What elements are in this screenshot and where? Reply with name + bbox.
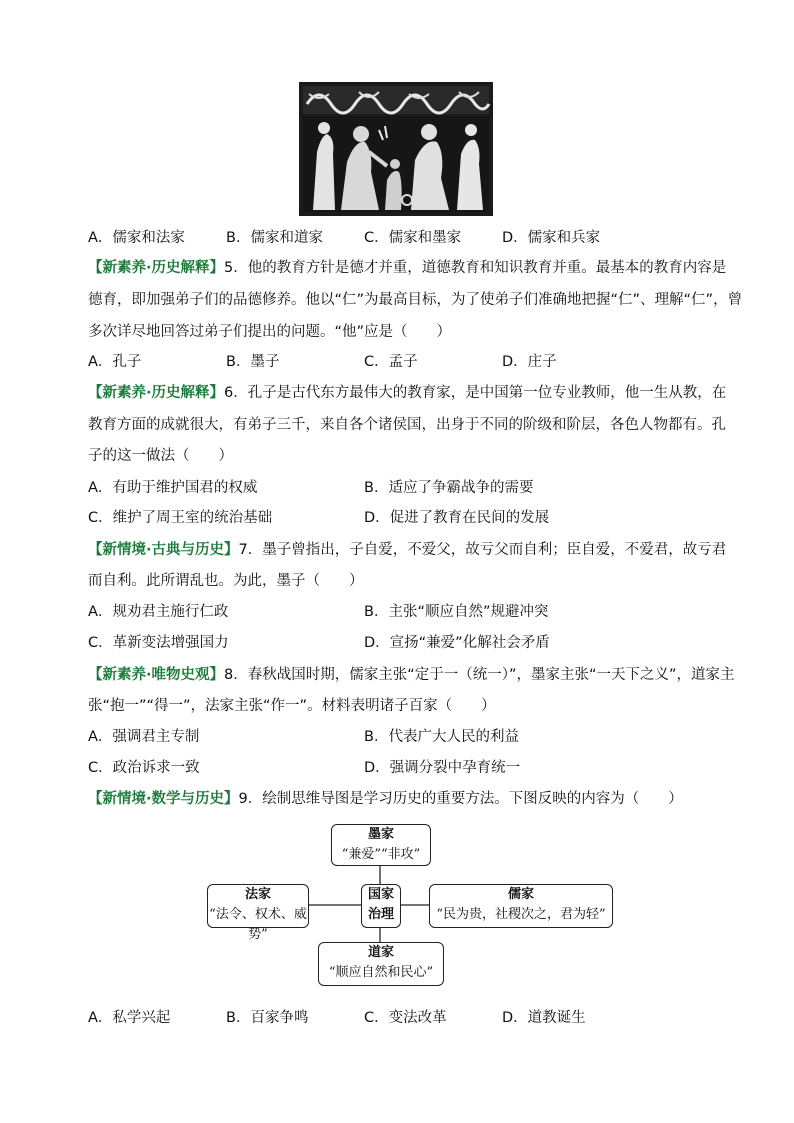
- daojia-text: “顺应自然和民心”: [328, 965, 434, 980]
- q8-text-1: 8．春秋战国时期，儒家主张“定于一（统一）”，墨家主张“一天下之义”，道家主: [224, 667, 735, 683]
- mindmap-node-rujia: [429, 884, 613, 928]
- rujia-text: “民为贵，社稷次之，君为轻”: [436, 907, 606, 922]
- q5-option-c: C．孟子: [364, 354, 418, 370]
- q8-option-b: B．代表广大人民的利益: [364, 729, 519, 745]
- q8-tag: 【新素养·唯物史观】: [88, 667, 225, 683]
- q6-option-b: B．适应了争霸战争的需要: [364, 480, 534, 496]
- q8-line-2: 张“抱一”“得一”，法家主张“作一”。材料表明诸子百家（ ）: [88, 698, 496, 714]
- q5-option-a: A．孔子: [88, 354, 142, 370]
- q9-option-a: A．私学兴起: [88, 1010, 171, 1026]
- q5-tag: 【新素养·历史解释】: [88, 260, 225, 276]
- q5-line-3: 多次详尽地回答过弟子们提出的问题。“他”应是（ ）: [88, 324, 452, 340]
- q9-option-c: C．变法改革: [364, 1010, 447, 1026]
- q7-line-1: [88, 540, 726, 560]
- q5-option-d: D．庄子: [502, 354, 557, 370]
- q4-option-c: C．儒家和墨家: [364, 230, 462, 246]
- q4-option-a: A．儒家和法家: [88, 230, 185, 246]
- mindmap-node-daojia: [318, 942, 444, 986]
- q8-option-d: D．强调分裂中孕育统一: [364, 760, 521, 776]
- mindmap-node-fajia: [207, 884, 309, 942]
- q4-option-d: D．儒家和兵家: [502, 230, 601, 246]
- q7-text-1: 7．墨子曾指出，子自爱，不爱父，故亏父而自利；臣自爱，不爱君，故亏君: [238, 542, 727, 558]
- mojia-title: 墨家: [367, 827, 394, 842]
- q8-option-a: A．强调君主专制: [88, 729, 200, 745]
- q7-option-c: C．革新变法增强国力: [88, 635, 229, 651]
- rujia-title: 儒家: [507, 887, 534, 902]
- q5-option-b: B．墨子: [226, 354, 280, 370]
- mindmap-node-mojia: [331, 824, 431, 866]
- q7-option-d: D．宣扬“兼爱”化解社会矛盾: [364, 635, 550, 651]
- q9-text-1: 9．绘制思维导图是学习历史的重要方法。下图反映的内容为（ ）: [238, 791, 683, 807]
- q7-tag: 【新情境·古典与历史】: [88, 542, 239, 558]
- center-line-1: 国家: [367, 887, 394, 902]
- q6-line-3: 子的这一做法（ ）: [88, 448, 233, 464]
- daojia-title: 道家: [367, 945, 394, 960]
- q7-option-b: B．主张“顺应自然”规避冲突: [364, 604, 549, 620]
- q7-option-a: A．规劝君主施行仁政: [88, 604, 229, 620]
- q9-tag: 【新情境·数学与历史】: [88, 791, 239, 807]
- q6-option-d: D．促进了教育在民间的发展: [364, 510, 550, 526]
- mindmap-node-center: [361, 884, 401, 928]
- q5-text-1: 5．他的教育方针是德才并重，道德教育和知识教育并重。最基本的教育内容是: [224, 260, 727, 276]
- q8-line-1: [88, 665, 735, 685]
- q6-option-c: C．维护了周王室的统治基础: [88, 510, 273, 526]
- q6-tag: 【新素养·历史解释】: [88, 385, 225, 401]
- q6-option-a: A．有助于维护国君的权威: [88, 480, 258, 496]
- fajia-text: “法令、权术、威势”: [209, 907, 307, 942]
- stone-relief-illustration: [299, 82, 493, 216]
- q5-line-2: 德育，即加强弟子们的品德修养。他以“仁”为最高目标，为了使弟子们准确地把握“仁”、理解“仁”，曾: [88, 292, 743, 308]
- q7-line-2: 而自利。此所谓乱也。为此，墨子（ ）: [88, 573, 364, 589]
- q6-text-1: 6．孔子是古代东方最伟大的教育家，是中国第一位专业教师，他一生从教，在: [224, 385, 727, 401]
- q8-option-c: C．政治诉求一致: [88, 760, 200, 776]
- q9-line-1: [88, 789, 683, 809]
- q4-option-b: B．儒家和道家: [226, 230, 323, 246]
- center-line-2: 治理: [367, 907, 394, 922]
- q6-line-1: [88, 383, 726, 403]
- q9-option-d: D．道教诞生: [502, 1010, 586, 1026]
- mojia-text: “兼爱”“非攻”: [341, 847, 421, 862]
- q6-line-2: 教育方面的成就很大，有弟子三千，来自各个诸侯国，出身于不同的阶级和阶层，各色人物都有。孔: [88, 417, 726, 433]
- q9-option-b: B．百家争鸣: [226, 1010, 309, 1026]
- q5-line-1: [88, 258, 726, 278]
- fajia-title: 法家: [244, 887, 271, 902]
